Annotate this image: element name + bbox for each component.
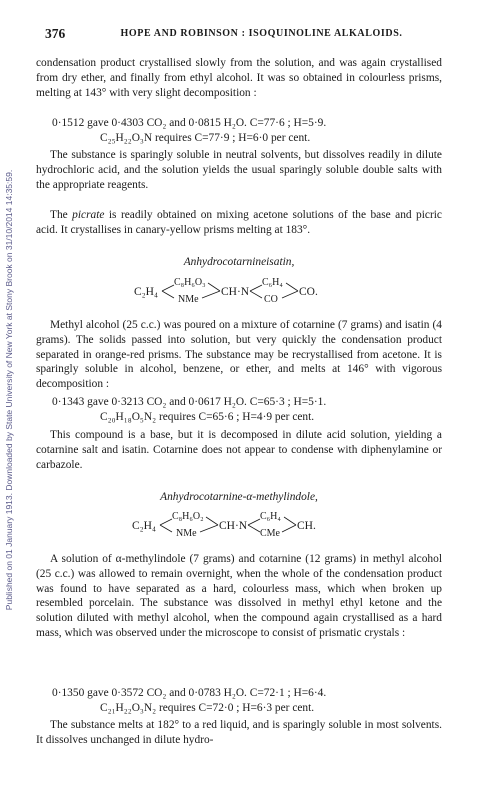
formula-1-bond-upper-left: [162, 285, 174, 291]
formula-2-bond-lower-right-2: [282, 525, 296, 532]
formula-2-bond-lower-left: [160, 525, 172, 532]
formula-2-right: CH.: [297, 520, 316, 532]
formula-2-top-group-2: C₆H₄: [260, 511, 281, 522]
structural-formula-2: [36, 502, 442, 546]
formula-2-top-group: C₈H₆O₂: [172, 511, 204, 522]
formula-2-bond-lower-right: [200, 525, 218, 532]
formula-2-bottom-group: NMe: [176, 528, 197, 539]
paragraph-4: Methyl alcohol (25 c.c.) was poured on a mixture of cotarnine (7 grams) and isatin (4 grams). The solids passed into solution, but very quickly the condensation product separated in orange-red prisms. The substance may be recrystallised from acetone. It is sparingly soluble in alcohol, benzene, or ether, and melts at 146° with vigorous decomposition :: [36, 319, 442, 391]
running-head: HOPE AND ROBINSON : ISOQUINOLINE ALKALOIDS.: [120, 28, 403, 39]
formula-2-bond-upper-left-2: [248, 519, 260, 525]
paragraph-1: condensation product crystallised slowly from the solution, and was again crystallised from dry ether, and finally from ethyl alcohol. It was so obtained in colourless prisms, melting at 143° with very slight decomposition :: [36, 57, 442, 99]
formula-2-bond-upper-left: [160, 519, 172, 525]
formula-1-bond-upper-right: [208, 283, 220, 291]
formula-1-right: CO.: [299, 286, 318, 298]
analysis-found-2: 0·1343 gave 0·3213 CO₂ and 0·0617 H₂O. C=65·3 ; H=5·1.: [52, 396, 327, 408]
formula-1-center: CH·N: [221, 286, 250, 298]
structural-formula-1: [36, 268, 442, 312]
formula-1-bond-lower-right: [202, 291, 220, 298]
formula-2-center: CH·N: [219, 520, 248, 532]
download-watermark-text: Published on 01 January 1913. Downloaded by State University of New York at Stony Brook on 31/10/2014 14:35:59.: [4, 169, 14, 611]
analysis-required-3: C₂₁H₂₂O₃N₂ requires C=72·0 ; H=6·3 per cent.: [100, 702, 315, 714]
compound-title-1: Anhydrocotarnineisatin,: [183, 256, 295, 268]
paragraph-2: The substance is sparingly soluble in neutral solvents, but dissolves readily in dilute hydrochloric acid, and the solution yields the usual sparingly soluble double salts with the appropriate reagents.: [36, 149, 442, 191]
paragraph-3-start: The: [50, 209, 73, 221]
paragraph-5: This compound is a base, but it is decomposed in dilute acid solution, yielding a cotarnine salt and isatin. Cotarnine does not appear to condense with diphenylamine or carbazole.: [36, 429, 442, 471]
picrate-term: picrate: [72, 209, 105, 221]
formula-1-bond-lower-left-2: [250, 291, 262, 298]
formula-2-bond-upper-right: [206, 517, 218, 525]
formula-2-left: C₂H₄: [132, 520, 156, 532]
page-header: [45, 26, 440, 42]
paragraph-6: A solution of α-methylindole (7 grams) and cotarnine (12 grams) in methyl alcohol (25 c.c.) was allowed to remain overnight, when the whole of the condensation product was found to have separated as a hard, colourless mass, which when broken up resembled porcelain. The substance was dissolved in methyl ethyl ketone and the solution diluted with methyl alcohol, when the compound again crystallised as a hard mass, which was observed under the microscope to consist of prismatic crystals :: [36, 553, 442, 639]
formula-1-bond-lower-right-2: [282, 291, 298, 298]
formula-1-top-group-2: C₆H₄: [262, 277, 283, 288]
analysis-required-2: C₂₀H₁₈O₅N₂ requires C=65·6 ; H=4·9 per cent.: [100, 411, 315, 423]
paragraph-3-end: is readily obtained on mixing acetone solutions of the base and picric acid. It crystallises in canary-yellow prisms melting at 183°.: [36, 209, 442, 236]
page-number: 376: [45, 26, 66, 41]
formula-1-left: C₂H₄: [134, 286, 158, 298]
formula-2-bottom-group-2: CMe: [260, 528, 280, 539]
paragraph-3: [36, 208, 442, 238]
analysis-found-3: 0·1350 gave 0·3572 CO₂ and 0·0783 H₂O. C=72·1 ; H=6·4.: [52, 687, 327, 699]
formula-2-bond-upper-right-2: [284, 517, 296, 525]
paragraph-7: The substance melts at 182° to a red liquid, and is sparingly soluble in most solvents. It dissolves unchanged in dilute hydro-: [36, 719, 442, 746]
formula-2-bond-lower-left-2: [248, 525, 260, 532]
formula-1-bottom-group-2: CO: [264, 294, 278, 305]
formula-1-bond-upper-right-2: [286, 283, 298, 291]
formula-1-bond-upper-left-2: [250, 285, 262, 291]
analysis-required-1: C₂₅H₂₂O₃N requires C=77·9 ; H=6·0 per cent.: [100, 132, 311, 144]
download-watermark: [2, 20, 16, 760]
formula-1-top-group: C₈H₆O₃: [174, 277, 206, 288]
analysis-found-1: 0·1512 gave 0·4303 CO₂ and 0·0815 H₂O. C=77·6 ; H=5·9.: [52, 117, 327, 129]
formula-1-bottom-group: NMe: [178, 294, 199, 305]
compound-title-2: Anhydrocotarnine-α-methylindole,: [160, 491, 318, 503]
formula-1-bond-lower-left: [162, 291, 174, 298]
